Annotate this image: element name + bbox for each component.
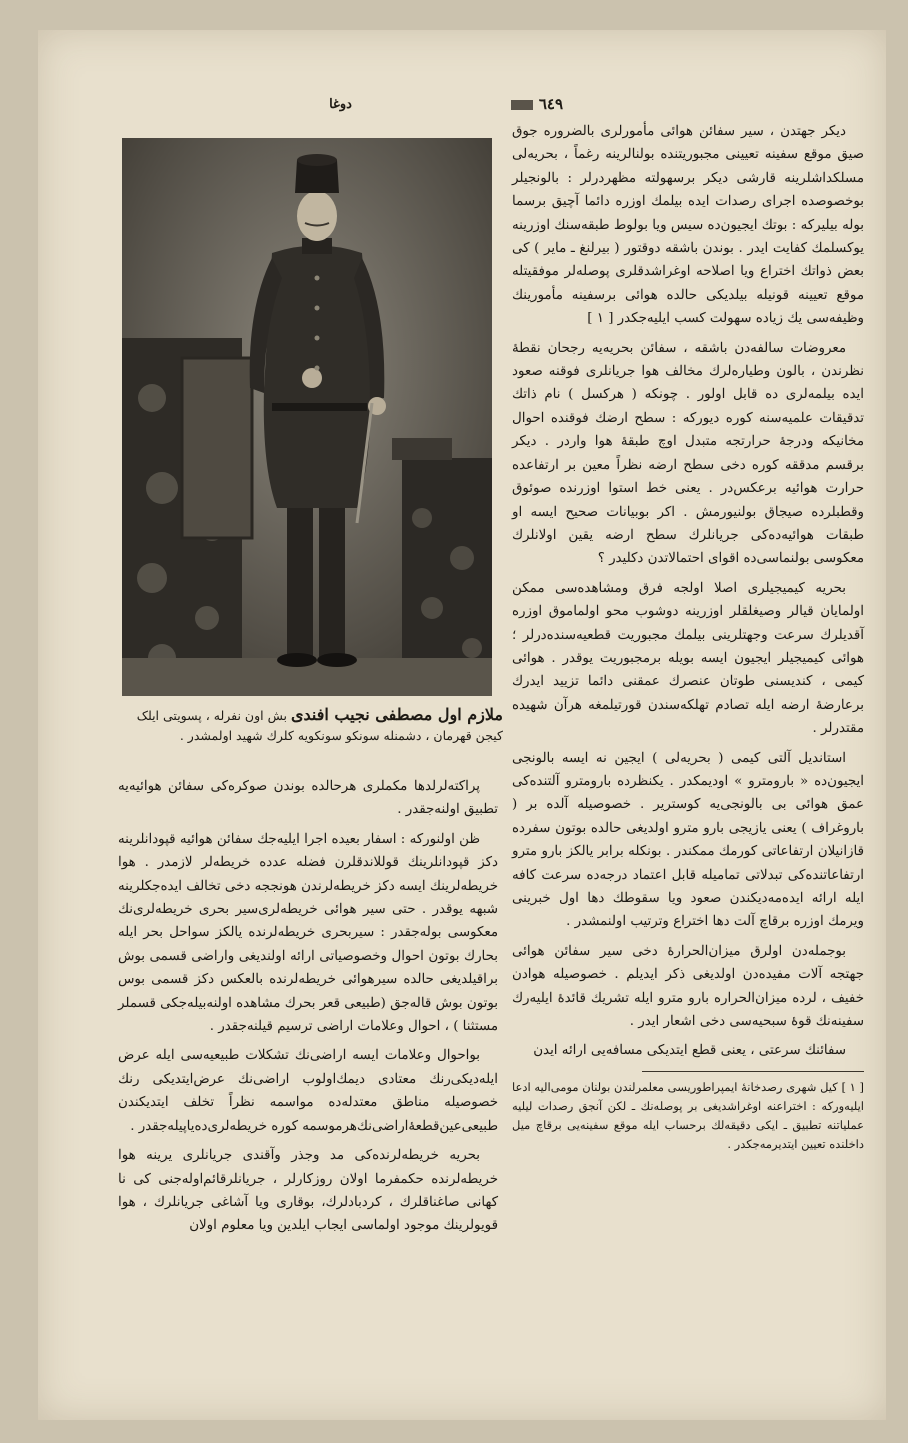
figure-caption — [118, 705, 503, 765]
paragraph: بحریه خریطه‌لرنده‌کی مد وجذر وآقندی جریانلری یرینه هوا خریطه‌لرنده حکمفرما اولان روزکارلر ، جریانلرقائم‌اوله‌جنی کی نا کهانی صاغناقلرك ، کردبادلرك، بوقاری ویا آشاغی جریانلرك ، هوا قویولرینك موجود اولماسی ایجاب ایلدین ویا معلوم اولان — [118, 1148, 498, 1234]
paragraph: دیکر جهتدن ، سیر سفائن هوائی مأمورلری بالضروره جوق صیق موقع سفینه تعیینی مجبوریتنده بولنالرینه رغماً ، بحریه‌لی مسلکداشلرینه قارشی دیکر برسهولته مظهردرلر : بالونجیلر بوخصوصده اجرای رصدات ایده بیلمك اوزره دائما آچیق برسما بوله بیلیرکه : بوتك ایجیون‌ده سیس ویا بولوط طبقه‌سنك اوزرینه یوکسلمك کفایت ایدر . بوندن باشقه دوقتور ( بیرلنغ ـ مایر ) کی بعض ذواتك اختراع ویا اصلاحه اوغراشدقلری پوصله‌لر موفقیتله موقع تعیینه قونیله بیلدیکی حالده هوائی برسفینه مأمورینك وظیفه‌سی یك زیاده سهولت کسب ایلیه‌جکدر [ ١ ] — [512, 124, 864, 327]
paragraph: پراکته‌لرلدها مکملری هرحالده بوندن صوکره‌کی سفائن هوائیه‌یه تطبیق اولنه‌جقدر . — [118, 779, 498, 818]
left-text-column — [118, 775, 498, 1345]
footnote: [ ١ ] کیل شهری رصدخانهٔ ایمپراطوریسی معلمرلندن بولنان مومی‌الیه ادعا ایلیه‌ورکه : اختراعنه اوغراشدیغی بر پوصله‌نك ـ لکن آنجق رصدات لیلیه عملیاتنه تطبیق ـ ایکی دقیقه‌لك برحساب ایله موقع سفینه‌یی برقاچ میل داخلنده تعیین ایتدیرمه‌جکدر . — [512, 1079, 864, 1151]
paragraph: استاندیل آلتی کیمی ( بحریه‌لی ) ایجین نه ایسه بالونجی ایجیون‌ده « بارومترو » اودیمکدر . یکنظرده بارومترو آلتنده‌کی عمق هوائی بی بالونجی‌یه کوستریر . خصوصیله آلده بر ( باروغراف ) یعنی یازیجی بارو مترو اولدیغی حالده بوتون سفرده قازانیلان ارتفاعاتی کورمك ممکندر . بونکله برابر یالکز بارو مترو ارتفاعاتنده‌کی تبدلاتی تمامیله قابل اعتماد درجه‌ده سرعت کافه ایله ارائه ایده‌مه‌دیکندن صعود ویا سقوطك دها اول خبرینی ویرمك اوزره برقاچ آلت دها اختراع وترتیب اولنمشدر . — [512, 750, 864, 930]
portrait-photo — [122, 138, 492, 696]
paragraph: بحریه کیمیجیلری اصلا اولجه فرق ومشاهده‌سی ممکن اولمایان قیالر وصیغلقلر اوزرینه دوشوب محو اولماموق اوزره آقدیلرك سرعت وجهتلرینی بیلمك مجبوریت قطعیه‌سنده‌درلر ؛ هوائی کیمیجیلر ایجیون ایسه بویله برمجبوریت یوقدر . هوائی کیمی ، کندیسنی طوتان عنصرك عمقنی دائما تزیید ایدرك برعارضهٔ ارضه ایله تصادم تهلکه‌سندن قورتیلمغه هرآن شهیده مقتدرلر . — [512, 580, 864, 737]
caption-name: ملازم اول مصطفی نجیب افندی — [291, 705, 503, 724]
page-number-text: ٦٤٩ — [538, 95, 563, 113]
right-text-column — [512, 120, 864, 1345]
paragraph: بواحوال وعلامات ایسه اراضی‌نك تشکلات طبیعیه‌سی ایله عرض ایله‌دیکی‌رنك معتادی دیمك‌اولوب اراضی‌نك عرض‌ایتدیکی رنك خصوصیله مناطق معتدله‌ده مواسمه نظراً تخلف ایتدیکندن طبیعی‌عین‌قطعهٔ‌اراضی‌نك‌هرموسمه کوره خریطه‌لری‌ده‌یاپیله‌جقدر . — [118, 1048, 498, 1134]
running-title: دوغا — [329, 97, 352, 112]
caption-text: بش اون نفرله ، پسویتی ایلک کیجن قهرمان ، دشمنله سونکو سونکویه کلرك شهید اولمشدر . — [136, 708, 503, 743]
paragraph: ظن اولنورکه : اسفار بعیده اجرا ایلیه‌جك سفائن هوائیه قپودانلرینه دکز قپودانلرینك قوللاندقلرن فضله عدده خریطه‌لر لازمدر . هوا خریطه‌لرینك ایسه دکز خریطه‌لرندن هونججه دخی تخالف ایده‌جکلرینه شبهه یوقدر . حتی سیر هوائی خریطه‌لری‌سیر بحری خریطه‌لری‌نك معکوسی بوله‌جقدر : سیربحری خریطه‌لرنده یالکز سواحل بحر ایله بحارك بوتون احوال وخصوصیاتی ارائه اولندیغی واراضی قسمی بوش براقیلدیغی حالده سیرهوائی خریطه‌لرنده بالعکس دکز قسمی بوس بوتون بوش قاله‌جق (طبیعی قعر بحرك مشاهده اولنه‌بیله‌جکی قسملر مستثنا ) ، احوال وعلامات اراضی ترسیم قیلنه‌جقدر . — [118, 831, 498, 1035]
paragraph: سفائنك سرعتی ، یعنی قطع ایتدیکی مسافه‌یی ارائه ایدن — [533, 1043, 846, 1059]
footnote-divider — [642, 1071, 864, 1072]
portrait-illustration — [122, 138, 492, 696]
paragraph: معروضات سالفه‌دن باشقه ، سفائن بحریه‌یه رجحان نقطهٔ نظرندن ، بالون وطیاره‌لرك مخالف هوا جریانلری فوقنه صعود ایده بیلمه‌لری ده قابل اولور . چونکه ( هرکسل ) نام ذاتك تدقیقات علمیه‌سنه کوره دیورکه : سطح ارضك فوقنده احوال مخانیکه ودرجهٔ حرارتجه متبدل اوچ طبقهٔ هوا واردر . دیکر برقسم مدققه کوره دخی سطح ارضه نظراً معین بر ارتفاعده حرارت هوائیه برعکس‌در . یعنی خط استوا اوزرنده صوئوق وقطبلرده صیجاق بولنیورمش . اکر بوبیانات صحیح ایسه او طبقات هوائیه‌ده‌کی جریانلرك سطح ارضه یقین اولانلرك معکوسی بولنماسی‌ده اقوای احتمالاتدن دکلیدر ؟ — [512, 340, 864, 567]
paragraph: بوجمله‌دن اولرق میزان‌الحرارهٔ دخی سیر سفائن هوائی جهتجه آلات مفیده‌دن اولدیغی ذکر ایدیلم . خصوصیله هوادن خفیف ، لرده میزان‌الحراره بارو مترو ایله تشریك قائدهٔ ایلیه‌رك سفینه‌نك قوهٔ سبحیه‌سی دخی اشعار ایدر . — [512, 943, 864, 1030]
page-header — [118, 95, 563, 125]
